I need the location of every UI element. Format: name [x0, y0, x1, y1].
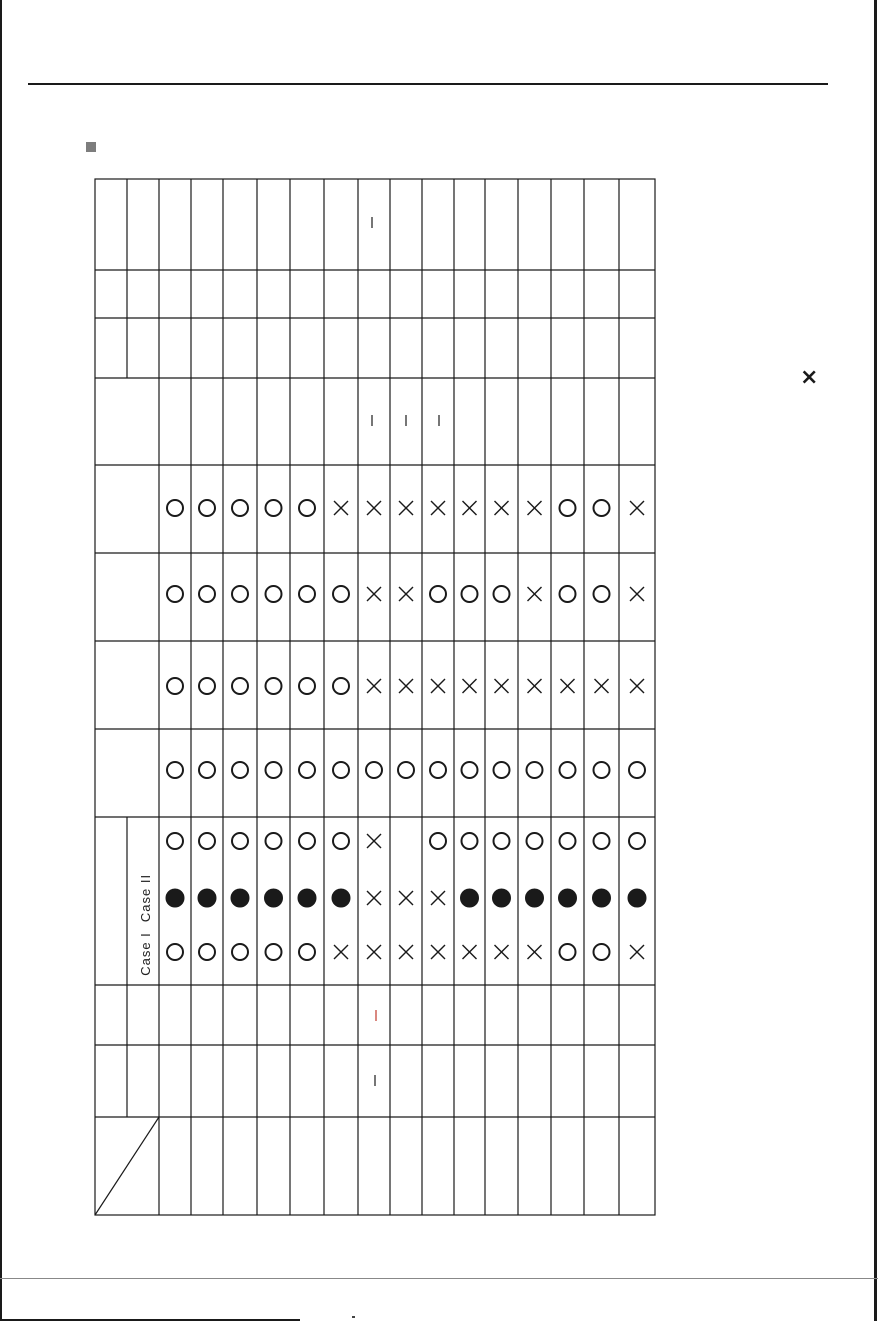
circle-mark: [167, 586, 183, 602]
footer-rule: [0, 1278, 878, 1279]
circle-mark: [560, 500, 576, 516]
cross-mark: [595, 679, 609, 693]
legend-not-supported-symbol: ×: [800, 365, 819, 390]
circle-mark: [167, 944, 183, 960]
circle-mark: [232, 678, 248, 694]
circle-mark: [430, 586, 446, 602]
circle-mark: [594, 944, 610, 960]
cross-mark: [561, 679, 575, 693]
filled-circle-mark: [593, 889, 611, 907]
header-diagonal: [95, 1117, 159, 1215]
circle-mark: [527, 762, 543, 778]
table-border: [95, 179, 655, 1215]
cross-mark: [463, 945, 477, 959]
circle-mark: [232, 500, 248, 516]
circle-mark: [232, 944, 248, 960]
circle-mark: [199, 944, 215, 960]
circle-mark: [266, 833, 282, 849]
filled-circle-mark: [298, 889, 316, 907]
bottom-tick: [352, 1316, 355, 1318]
cross-mark: [431, 945, 445, 959]
circle-mark: [167, 833, 183, 849]
circle-mark: [299, 833, 315, 849]
circle-mark: [462, 762, 478, 778]
circle-mark: [398, 762, 414, 778]
circle-mark: [594, 833, 610, 849]
cross-mark: [367, 679, 381, 693]
cross-mark: [528, 501, 542, 515]
circle-mark: [430, 833, 446, 849]
cross-mark: [399, 945, 413, 959]
circle-mark: [560, 944, 576, 960]
circle-mark: [266, 944, 282, 960]
circle-mark: [333, 833, 349, 849]
circle-mark: [333, 762, 349, 778]
circle-mark: [266, 500, 282, 516]
circle-mark: [199, 500, 215, 516]
cross-mark: [495, 679, 509, 693]
circle-mark: [232, 833, 248, 849]
cross-mark: [528, 679, 542, 693]
cross-mark: [334, 501, 348, 515]
filled-circle-mark: [559, 889, 577, 907]
filled-circle-mark: [231, 889, 249, 907]
circle-mark: [199, 833, 215, 849]
cross-mark: [463, 501, 477, 515]
filled-circle-mark: [526, 889, 544, 907]
cross-mark: [367, 945, 381, 959]
case-label: Case I: [138, 932, 153, 976]
circle-mark: [299, 500, 315, 516]
circle-mark: [266, 762, 282, 778]
cross-mark: [399, 587, 413, 601]
filled-circle-mark: [461, 889, 479, 907]
cross-mark: [630, 945, 644, 959]
cross-mark: [334, 945, 348, 959]
cross-mark: [399, 891, 413, 905]
circle-mark: [266, 586, 282, 602]
filled-circle-mark: [628, 889, 646, 907]
circle-mark: [232, 586, 248, 602]
cross-mark: [630, 679, 644, 693]
circle-mark: [167, 762, 183, 778]
circle-mark: [266, 678, 282, 694]
circle-mark: [232, 762, 248, 778]
circle-mark: [527, 833, 543, 849]
circle-mark: [167, 678, 183, 694]
filled-circle-mark: [493, 889, 511, 907]
filled-circle-mark: [332, 889, 350, 907]
cross-mark: [528, 587, 542, 601]
circle-mark: [594, 762, 610, 778]
circle-mark: [299, 944, 315, 960]
circle-mark: [366, 762, 382, 778]
circle-mark: [560, 833, 576, 849]
cross-mark: [630, 587, 644, 601]
cross-mark: [367, 891, 381, 905]
filled-circle-mark: [198, 889, 216, 907]
circle-mark: [167, 500, 183, 516]
circle-mark: [494, 586, 510, 602]
filled-circle-mark: [166, 889, 184, 907]
cross-mark: [463, 679, 477, 693]
circle-mark: [560, 762, 576, 778]
cross-mark: [431, 891, 445, 905]
cross-mark: [367, 834, 381, 848]
circle-mark: [199, 678, 215, 694]
cross-mark: [630, 501, 644, 515]
cross-mark: [431, 679, 445, 693]
case-label: Case II: [138, 873, 153, 923]
circle-mark: [462, 833, 478, 849]
cross-mark: [528, 945, 542, 959]
cross-mark: [431, 501, 445, 515]
cross-mark: [399, 679, 413, 693]
circle-mark: [299, 678, 315, 694]
circle-mark: [594, 500, 610, 516]
cross-mark: [399, 501, 413, 515]
circle-mark: [560, 586, 576, 602]
circle-mark: [299, 586, 315, 602]
circle-mark: [299, 762, 315, 778]
circle-mark: [494, 762, 510, 778]
table-grid: [95, 179, 655, 1215]
circle-mark: [199, 762, 215, 778]
cross-mark: [495, 501, 509, 515]
table-labels: [138, 874, 153, 976]
cross-mark: [367, 587, 381, 601]
circle-mark: [430, 762, 446, 778]
circle-mark: [462, 586, 478, 602]
cross-mark: [367, 501, 381, 515]
circle-mark: [629, 833, 645, 849]
circle-mark: [333, 586, 349, 602]
circle-mark: [494, 833, 510, 849]
table-marks: [166, 500, 646, 960]
cross-mark: [495, 945, 509, 959]
circle-mark: [199, 586, 215, 602]
circle-mark: [333, 678, 349, 694]
circle-mark: [594, 586, 610, 602]
circle-mark: [629, 762, 645, 778]
filled-circle-mark: [265, 889, 283, 907]
